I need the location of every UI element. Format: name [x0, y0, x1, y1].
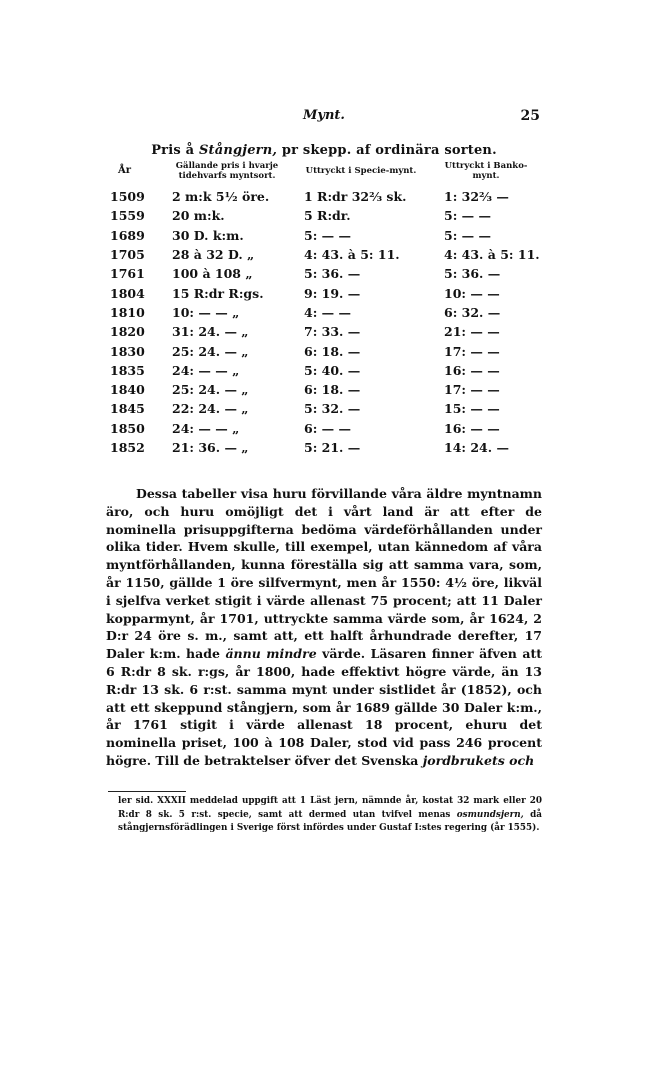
cell-banko-value: 21: — — [444, 324, 500, 340]
cell-year: 1509 [110, 189, 145, 205]
caption-emphasis: Stångjern, [198, 143, 278, 158]
table-row [110, 226, 540, 245]
cell-current-price: 28 à 32 D. „ [172, 247, 255, 263]
cell-specie-value: 4: 43. à 5: 11. [304, 247, 400, 263]
cell-banko-value: 5: — — [444, 227, 492, 243]
body-text [106, 485, 542, 770]
cell-specie-value: 1 R:dr 32⅔ sk. [304, 189, 407, 205]
cell-current-price: 31: 24. — „ [172, 324, 249, 340]
cell-specie-value: 5: 36. — [304, 266, 361, 282]
cell-year: 1761 [110, 266, 145, 282]
cell-specie-value: 5: 40. — [304, 362, 361, 378]
table-header-row [110, 161, 540, 187]
emphasis-text: ännu mindre [225, 646, 317, 662]
cell-banko-value: 10: — — [444, 285, 500, 301]
cell-banko-value: 14: 24. — [444, 440, 509, 455]
cell-banko-value: 5: 36. — [444, 266, 501, 282]
cell-year: 1804 [110, 285, 145, 301]
cell-banko-value: 16: — — [444, 362, 500, 378]
table-row [110, 206, 540, 225]
paragraph-text: Dessa tabeller visa huru förvillande våra äldre myntnamn äro, och huru omöjligt det i vårt land är att efter de nominella prisuppgifterna bedöma värdeförhållanden under olika tider. Hvem skulle, till exempel, utan kännedom af våra myntförhållanden, kunna föreställa sig att samma vara, som, år 1150, gällde 1 öre silfvermynt, men år 1550: 4½ öre, likväl i sjelfva verket stigit i värde allenast 75 procent; att 11 Daler kopparmynt, år 1701, uttryckte samma värde som, år 1624, 2 D:r 24 öre s. m., samt att, ett halft århundrade derefter, 17 Daler k:m. hade [106, 486, 542, 662]
table-row [110, 303, 540, 322]
cell-current-price: 25: 24. — „ [172, 382, 249, 398]
cell-year: 1852 [110, 440, 145, 455]
cell-specie-value: 9: 19. — [304, 285, 361, 301]
cell-specie-value: 6: — — [304, 420, 352, 436]
table-row [110, 264, 540, 283]
cell-specie-value: 5: — — [304, 227, 352, 243]
cell-banko-value: 4: 43. à 5: 11. [444, 247, 540, 263]
running-head [108, 108, 540, 128]
emphasis-text: jordbrukets och [422, 752, 535, 768]
cell-year: 1820 [110, 324, 145, 340]
table-row [110, 187, 540, 206]
table-row [110, 322, 540, 341]
footnote [118, 795, 542, 836]
cell-banko-value: 15: — — [444, 401, 500, 417]
cell-specie-value: 5 R:dr. [304, 208, 351, 224]
caption-prefix: Pris å [151, 143, 195, 158]
column-header-banko: Uttryckt i Banko-mynt. [444, 161, 528, 181]
cell-current-price: 10: — — „ [172, 304, 240, 320]
table-row [110, 399, 540, 418]
cell-year: 1810 [110, 304, 145, 320]
cell-current-price: 15 R:dr R:gs. [172, 285, 264, 301]
table-caption [108, 143, 540, 158]
cell-year: 1840 [110, 382, 145, 398]
cell-year: 1835 [110, 362, 145, 378]
cell-specie-value: 5: 32. — [304, 401, 361, 417]
cell-specie-value: 4: — — [304, 304, 352, 320]
cell-current-price: 24: — — „ [172, 420, 240, 436]
cell-current-price: 22: 24. — „ [172, 401, 249, 417]
footnote-emphasis: osmundsjern, [456, 809, 524, 820]
cell-year: 1689 [110, 227, 145, 243]
cell-current-price: 24: — — „ [172, 362, 240, 378]
cell-year: 1845 [110, 401, 145, 417]
table-row [110, 419, 540, 438]
table-row [110, 361, 540, 380]
running-title: Mynt. [303, 108, 345, 123]
table-row [110, 438, 540, 457]
cell-current-price: 100 à 108 „ [172, 266, 253, 282]
cell-banko-value: 17: — — [444, 382, 500, 398]
footnote-rule [108, 791, 186, 792]
cell-year: 1850 [110, 420, 145, 436]
table-row [110, 245, 540, 264]
table-row [110, 380, 540, 399]
page-number: 25 [520, 108, 540, 124]
cell-banko-value: 6: 32. — [444, 304, 501, 320]
paragraph [106, 485, 542, 770]
column-header-year: År [118, 165, 132, 176]
caption-suffix: pr skepp. af ordinära sorten. [281, 143, 497, 158]
column-header-current-price: Gällande pris i hvarje tidehvarfs myntsort. [175, 161, 279, 181]
cell-year: 1559 [110, 208, 145, 224]
cell-current-price: 2 m:k 5½ öre. [172, 189, 270, 205]
table-row [110, 283, 540, 302]
cell-specie-value: 6: 18. — [304, 343, 361, 359]
cell-current-price: 30 D. k:m. [172, 227, 244, 243]
table-row [110, 341, 540, 360]
cell-banko-value: 5: — — [444, 208, 492, 224]
cell-current-price: 20 m:k. [172, 208, 225, 224]
footnote-text: ler sid. XXXII meddelad uppgift att 1 Läst jern, nämnde år, kostat 32 mark eller 20 R:dr 8 sk. 5 r:st. specie, samt att dermed utan tvifvel menas [118, 796, 542, 820]
cell-year: 1705 [110, 247, 145, 263]
price-table [110, 161, 540, 457]
paragraph-text: värde. Läsaren finner äfven att 6 R:dr 8 sk. r:gs, år 1800, hade effektivt högre värde, än 13 R:dr 13 sk. 6 r:st. samma mynt under sistlidet år (1852), och att ett skeppund stångjern, som år 1689 gällde 30 Daler k:m., år 1761 stigit i värde allenast 18 procent, ehuru det nominella priset, 100 à 108 Daler, stod vid pass 246 procent högre. Till de betraktelser öfver det Svenska [106, 646, 542, 768]
cell-specie-value: 6: 18. — [304, 382, 361, 398]
cell-banko-value: 16: — — [444, 420, 500, 436]
column-header-specie: Uttryckt i Specie-mynt. [305, 166, 417, 176]
cell-specie-value: 5: 21. — [304, 440, 361, 455]
footnote-text: då stångjernsförädlingen i Sverige först infördes under Gustaf I:stes regering (år 1555). [118, 809, 542, 834]
cell-year: 1830 [110, 343, 145, 359]
cell-banko-value: 1: 32⅔ — [444, 189, 509, 205]
cell-banko-value: 17: — — [444, 343, 500, 359]
cell-current-price: 25: 24. — „ [172, 343, 249, 359]
cell-specie-value: 7: 33. — [304, 324, 361, 340]
cell-current-price: 21: 36. — „ [172, 440, 249, 455]
